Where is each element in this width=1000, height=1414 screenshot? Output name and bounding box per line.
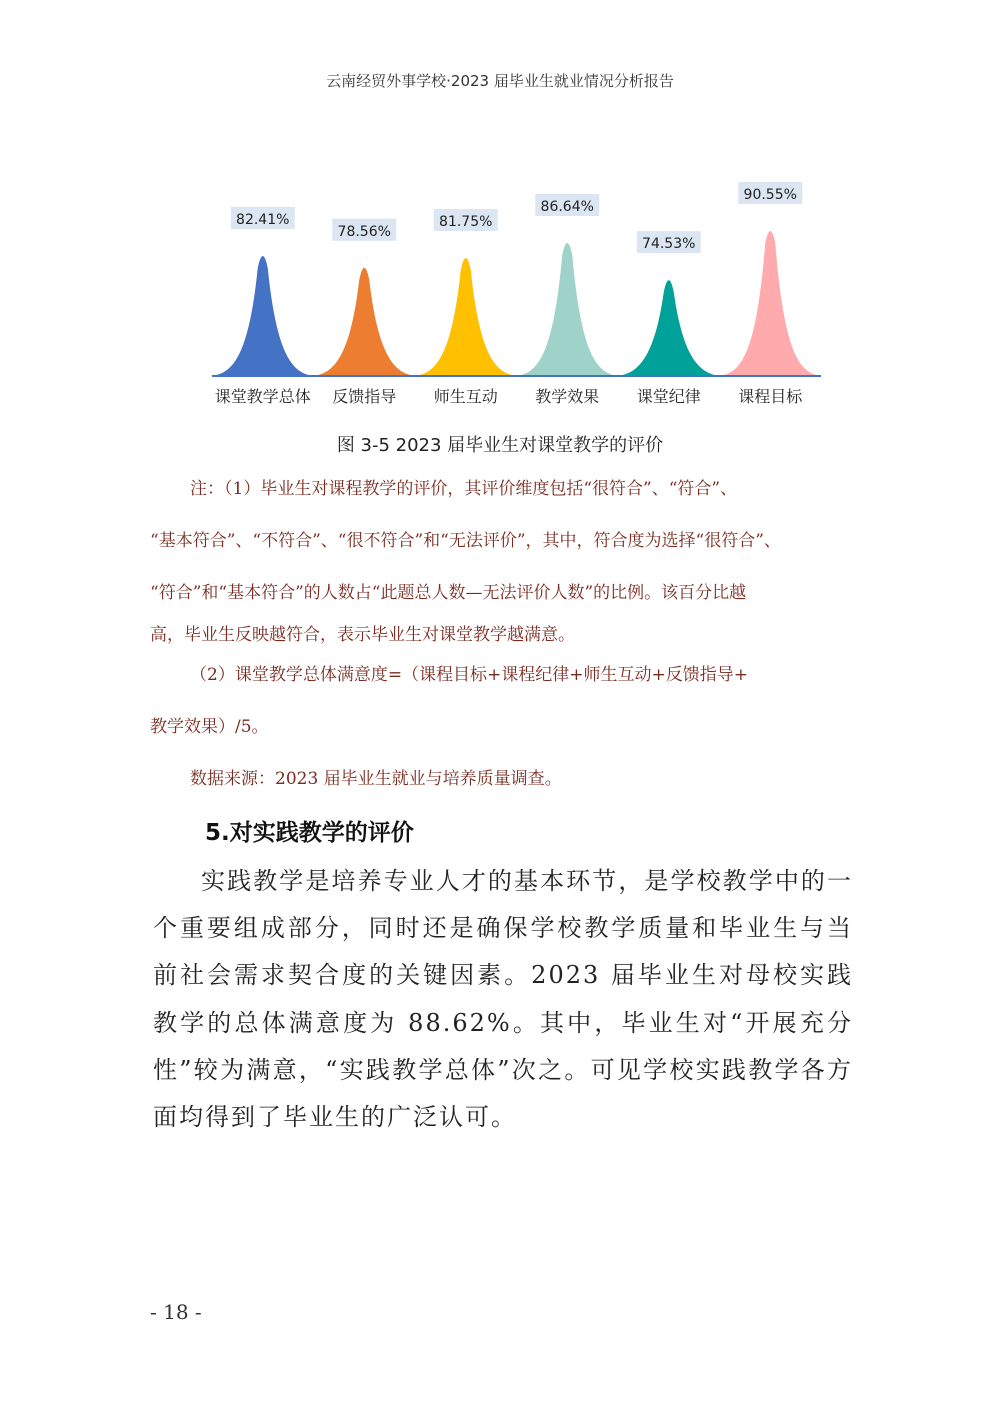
chart-peak-3 (414, 258, 518, 376)
chart-peak-1 (211, 256, 315, 376)
category-label-2: 反馈指导 (332, 387, 397, 406)
category-label-5: 课堂纪律 (636, 387, 701, 406)
body-paragraph: 实践教学是培养专业人才的基本环节，是学校教学中的一个重要组成部分，同时还是确保学校教学质量和毕业生与当前社会需求契合度的关键因素。2023 届毕业生对母校实践教学的总体满意度为 88.62%。其中，毕业生对“开展充分性”较为满意，“实践教学总体”次之。可见学校实践教学各方面均得到了毕业生的广泛认可。 (153, 867, 853, 1132)
peak-bar-chart (0, 0, 1000, 420)
data-label-2: 78.56% (337, 223, 391, 240)
category-label-3: 师生互动 (433, 387, 498, 406)
note-line-6: 教学效果）/5。 (150, 717, 269, 737)
note-line-4: 高，毕业生反映越符合，表示毕业生对课堂教学越满意。 (150, 625, 575, 645)
note-line-1: 注：（1）毕业生对课程教学的评价，其评价维度包括“很符合”、“符合”、 (190, 479, 738, 499)
data-source: 数据来源：2023 届毕业生就业与培养质量调查。 (190, 769, 562, 789)
figure-caption: 图 3-5 2023 届毕业生对课堂教学的评价 (336, 435, 664, 456)
page-number: - 18 - (150, 1300, 202, 1324)
note-line-5: （2）课堂教学总体满意度=（课程目标+课程纪律+师生互动+反馈指导+ (190, 665, 749, 685)
data-label-5: 74.53% (642, 236, 696, 253)
chart-peak-2 (312, 268, 416, 376)
chart-peak-4 (515, 243, 619, 376)
note-line-2: “基本符合”、“不符合”、“很不符合”和“无法评价”，其中，符合度为选择“很符合”、 (150, 531, 781, 551)
category-label-1: 课堂教学总体 (214, 387, 311, 406)
category-label-6: 课程目标 (738, 387, 803, 406)
data-label-6: 90.55% (743, 187, 797, 203)
note-line-3: “符合”和“基本符合”的人数占“此题总人数—无法评价人数”的比例。该百分比越 (150, 583, 747, 603)
data-label-4: 86.64% (540, 198, 594, 215)
chart-peak-5 (617, 280, 721, 376)
data-label-1: 82.41% (236, 211, 290, 228)
chart-peak-6 (718, 231, 822, 376)
category-label-4: 教学效果 (535, 387, 600, 406)
page-header: 云南经贸外事学校·2023 届毕业生就业情况分析报告 (326, 72, 674, 90)
section-title: 5.对实践教学的评价 (205, 820, 414, 846)
data-label-3: 81.75% (439, 213, 493, 230)
